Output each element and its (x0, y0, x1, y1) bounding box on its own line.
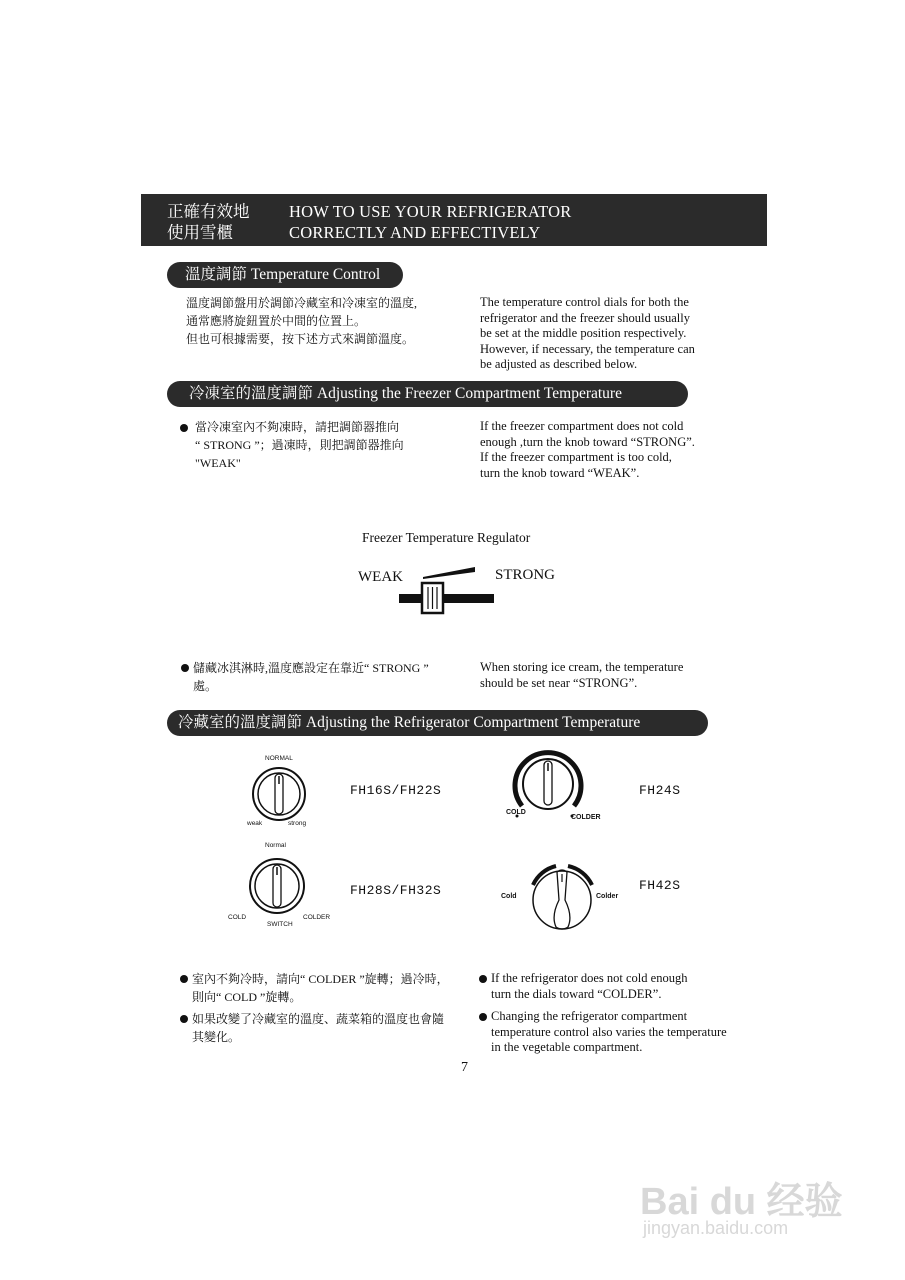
note2-zh (192, 1010, 444, 1046)
text-line: turn the knob toward “WEAK”. (480, 465, 640, 480)
icecream-en (480, 660, 683, 691)
header-zh-line2: 使用雪櫃 (167, 223, 233, 242)
note2-en (491, 1009, 727, 1056)
dial4-left-label: Cold (501, 893, 517, 900)
text-line: 室內不夠冷時，請向“ COLDER ”旋轉；過冷時， (192, 972, 449, 986)
page-header (141, 194, 767, 246)
section-title-refrigerator: 冷藏室的溫度調節 Adjusting the Refrigerator Compartment Temperature (167, 710, 708, 736)
dial-fh28s[interactable] (245, 855, 311, 917)
text-line: enough ,turn the knob toward “STRONG”. (480, 434, 695, 449)
text-line: 則向“ COLD ”旋轉。 (192, 990, 302, 1004)
note1-zh (192, 970, 449, 1006)
bullet (181, 664, 189, 672)
freezer-en (480, 419, 695, 481)
text-line: should be set near “STRONG”. (480, 675, 638, 690)
dial3-bottom-label: SWITCH (267, 921, 293, 928)
text-line: 處。 (193, 679, 218, 693)
text-line: 溫度調節盤用於調節冷藏室和冷凍室的溫度, (186, 296, 418, 310)
text-line: in the vegetable compartment. (491, 1040, 643, 1054)
watermark-url: jingyan.baidu.com (643, 1218, 789, 1238)
dial3-top-label: Normal (265, 842, 286, 849)
bullet (479, 1013, 487, 1021)
text-line: "WEAK" (195, 456, 241, 470)
text-line: However, if necessary, the temperature can (480, 341, 695, 356)
section-title-temperature-control: 溫度調節 Temperature Control (167, 262, 403, 288)
header-en-line2: CORRECTLY AND EFFECTIVELY (289, 223, 541, 242)
text-line: temperature control also varies the temperature (491, 1024, 727, 1039)
freezer-zh (195, 418, 404, 472)
dial-fh42s[interactable] (520, 860, 604, 938)
dial1-model: FH16S/FH22S (350, 783, 442, 798)
text-line: 但也可根據需要，按下述方式來調節溫度。 (186, 332, 415, 346)
regulator-track (399, 594, 494, 603)
text-line: 如果改變了冷藏室的溫度、蔬菜箱的溫度也會隨 (192, 1012, 445, 1026)
note1-en (491, 971, 687, 1002)
icecream-zh (193, 659, 429, 695)
header-zh-line1: 正確有效地 (167, 202, 250, 221)
header-en-line1: HOW TO USE YOUR REFRIGERATOR (289, 202, 572, 221)
text-line: When storing ice cream, the temperature (480, 660, 684, 674)
freezer-regulator-diagram (395, 560, 500, 630)
text-line: Changing the refrigerator compartment (491, 1009, 688, 1023)
text-line: If the freezer compartment is too cold, (480, 450, 672, 464)
bullet (479, 975, 487, 983)
text-line: be adjusted as described below. (480, 357, 638, 371)
watermark-brand: Bai du 经验 (640, 1181, 843, 1223)
text-line: turn the dials toward “COLDER”. (491, 986, 662, 1001)
text-line: If the freezer compartment does not cold (480, 419, 684, 433)
strong-label: STRONG (495, 567, 556, 583)
bullet (180, 975, 188, 983)
dial3-left-label: COLD (228, 914, 247, 921)
text-line: The temperature control dials for both the (480, 295, 689, 309)
dial1-top-label: NORMAL (265, 755, 293, 762)
bullet (180, 1015, 188, 1023)
dial1-right-label: strong (288, 820, 307, 827)
temp-control-en (480, 295, 695, 373)
header-en (289, 201, 571, 243)
dial2-model: FH24S (639, 783, 681, 798)
strength-wedge (423, 567, 475, 579)
text-line: 當冷凍室內不夠凍時，請把調節器推向 (195, 420, 400, 434)
text-line: If the refrigerator does not cold enough (491, 971, 688, 985)
text-line: be set at the middle position respectively. (480, 326, 687, 340)
regulator-title: Freezer Temperature Regulator (362, 530, 531, 545)
text-line: 其變化。 (192, 1030, 241, 1044)
text-line: 通常應將旋鈕置於中間的位置上。 (186, 314, 367, 328)
dial3-model: FH28S/FH32S (350, 883, 442, 898)
dial-fh16s[interactable] (245, 762, 315, 824)
page-number: 7 (461, 1060, 468, 1075)
dial4-right-label: Colder (596, 893, 619, 900)
dial2-right-label: COLDER (571, 814, 601, 821)
weak-label: WEAK (358, 569, 403, 585)
text-line: refrigerator and the freezer should usually (480, 310, 690, 325)
section-title-freezer: 冷凍室的溫度調節 Adjusting the Freezer Compartment Temperature (167, 381, 688, 407)
bullet (180, 424, 188, 432)
dial2-left-label: COLD (506, 809, 526, 816)
text-line: 儲藏冰淇淋時,溫度應設定在靠近“ STRONG ” (193, 661, 429, 675)
dial4-model: FH42S (639, 878, 681, 893)
dial3-right-label: COLDER (303, 914, 331, 921)
text-line: “ STRONG ”；過凍時，則把調節器推向 (195, 438, 404, 452)
dial1-left-label: weak (247, 820, 263, 827)
header-zh (167, 201, 250, 243)
temp-control-zh (186, 294, 417, 348)
